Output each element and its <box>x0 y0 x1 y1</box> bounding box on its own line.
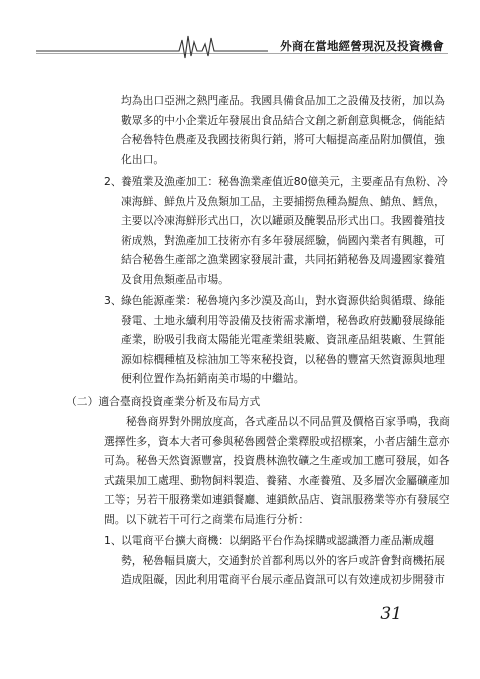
list-marker: 3、 <box>104 294 122 307</box>
section-body <box>104 412 450 530</box>
list-item-green-energy <box>121 291 445 389</box>
text-line: 可為。秘魯天然資源豐富，投資農林漁牧礦之生產或加工應可發展，如各 <box>104 454 450 468</box>
text-line: 術成熟，對漁產加工技術亦有多年發展經驗，倘國內業者有興趣，可 <box>121 233 445 247</box>
list-marker: 1、 <box>104 534 122 547</box>
text-line: 秘魯商界對外開放度高，各式產品以不同品質及價格百家爭鳴，我商 <box>126 415 450 428</box>
section-heading <box>66 392 406 412</box>
section-heading-text: （二）適合臺商投資產業分析及布局方式 <box>66 395 261 408</box>
text-line: 凍海鮮、鮮魚片及魚類加工品，主要捕撈魚種為鯷魚、鯖魚、鱈魚， <box>121 194 445 208</box>
header-title: 外商在當地經營現況及投資機會 <box>280 39 444 53</box>
text-line: 化出口。 <box>121 152 165 166</box>
text-line: 造成阻礙，因此利用電商平台展示產品資訊可以有效達成初步開發市 <box>121 573 445 587</box>
text-line: 主要以冷凍海鮮形式出口，次以罐頭及醃製品形式出口。我國養殖技 <box>121 214 445 228</box>
running-header <box>36 30 448 60</box>
paragraph-continuation <box>121 91 445 169</box>
list-marker: 2、 <box>104 175 122 188</box>
text-line: 綠色能源產業：秘魯境內多沙漠及高山，對水資源供給與循環、綠能 <box>121 294 445 307</box>
text-line: 及食用魚類產品市場。 <box>121 272 229 286</box>
text-line: 便利位置作為拓銷南美市場的中繼站。 <box>121 372 305 386</box>
text-line: 式蔬果加工處理、動物飼料製造、養豬、水產養殖、及多層次金屬礦產加 <box>104 473 450 487</box>
text-line: 間。以下就若干可行之商業布局進行分析： <box>104 512 310 526</box>
text-line: 產業，盼吸引我商太陽能光電產業組裝廠、資訊產品組裝廠、生質能 <box>121 333 445 347</box>
text-line: 養殖業及漁產加工：秘魯漁業產值近80億美元，主要產品有魚粉、冷 <box>121 175 448 188</box>
text-line: 發電、土地永續利用等設備及技術需求漸增，秘魯政府鼓勵發展綠能 <box>121 313 445 327</box>
text-line: 選擇性多，資本大者可參與秘魯國營企業釋股或招標案，小者店舖生意亦 <box>104 434 450 448</box>
text-line: 合秘魯特色農產及我國技術與行銷，將可大幅提高產品附加價值，強 <box>121 133 445 147</box>
text-line: 數眾多的中小企業近年發展出食品結合文創之新創意與概念，倘能結 <box>121 113 445 127</box>
text-line: 工等；另若干服務業如連鎖餐廳、連鎖飲品店、資訊服務業等亦有發展空 <box>104 493 450 507</box>
text-line: 結合秘魯生產部之漁業國家發展計畫，共同拓銷秘魯及周邊國家養殖 <box>121 253 445 267</box>
text-line: 勢，秘魯幅員廣大，交通對於首都利馬以外的客戶或許會對商機拓展 <box>121 553 445 567</box>
page-number: 31 <box>380 604 402 624</box>
text-line: 均為出口亞洲之熱門產品。我國具備食品加工之設備及技術，加以為 <box>121 94 445 107</box>
text-line: 源如棕櫚種植及棕油加工等來秘投資，以秘魯的豐富天然資源與地理 <box>121 352 445 366</box>
text-line: 以電商平台擴大商機：以網路平台作為採購或認識潛力產品漸成趨 <box>121 534 435 547</box>
list-item-ecommerce <box>121 531 445 590</box>
list-item-aquaculture <box>121 172 448 290</box>
